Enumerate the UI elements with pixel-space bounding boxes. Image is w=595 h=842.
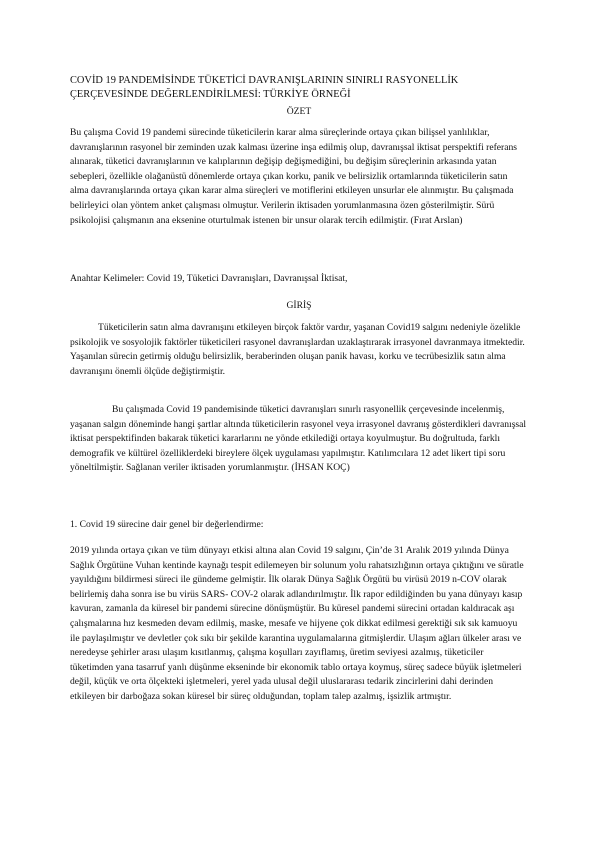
ozet-paragraph: Bu çalışma Covid 19 pandemi sürecinde tüketicilerin karar alma süreçlerinde ortaya çıkan bilişsel yanlılıklar, davranışlarının rasyonel bir zeminden uzak kalması üzerine inşa edilmiş olup, davranışsal iktisat perspektifi referans alınarak, tüketici davranışlarının ve kalıplarının değişip değişmediğini, bu değişim süreçlerinin arkasında yatan sebepleri, özellikle olağanüstü dönemlerde ortaya çıkan korku, panik ve belirsizlik ortamlarında tüketicilerin satın alma davranışlarında ortaya çıkan karar alma süreçleri ve motiflerini etkileyen unsurlar ele alınmıştır. Bu çalışmada belirleyici olan yöntem anket çalışması olmuştur. Verilerin iktisaden yorumlanmasına özen gösterilmiştir. Sürü psikolojisi çalışmanın ana eksenine oturtulmak istenen bir unsur olarak tercih edilmiştir. (Fırat Arslan): [70, 127, 518, 226]
giris-paragraph-2: Bu çalışmada Covid 19 pandemisinde tüketici davranışları sınırlı rasyonellik çerçevesinde incelenmiş, yaşanan salgın döneminde hangi şartlar altında tüketicilerin rasyonel veya irrasyonel davranış gösterdikleri davranışsal iktisat perspektifinden bakarak tüketici kararlarını ne yönde etkilediği ortaya koyulmuştur. Bu doğrultuda, farklı demografik ve kültürel özelliklerdeki bireylere ölçek uygulaması yapılmıştır. Katılımcılara 12 adet likert tipi soru yöneltilmiştir. Sağlanan veriler iktisaden yorumlanmıştır. (İHSAN KOÇ): [70, 404, 527, 474]
keywords-line: Anahtar Kelimeler: Covid 19, Tüketici Davranışları, Davranışsal İktisat,: [70, 273, 348, 284]
section-1-heading: 1. Covid 19 sürecine dair genel bir değerlendirme:: [70, 519, 264, 530]
section-1-paragraph: 2019 yılında ortaya çıkan ve tüm dünyayı etkisi altına alan Covid 19 salgını, Çin’de 31 Aralık 2019 yılında Dünya Sağlık Örgütüne Vuhan kentinde kaynağı tespit edilemeyen bir solunum yolu rahatsızlığının ortaya çıktığını ve süratle yayıldığını bildirmesi süreci ile gündeme gelmiştir. İlk olarak Dünya Sağlık Örgütü bu virüsü 2019 n-COV olarak belirlemiş daha sonra ise bu virüs SARS- COV-2 olarak adlandırılmıştır. İlk rapor edildiğinden bu yana dünyayı kasıp kavuran, zamanla da küresel bir pandemi sürecine dönüşmüştür. Bu küresel pandemi sürecini ortadan kaldıracak aşı çalışmalarına hız kesmeden devam edilmiş, maske, mesafe ve hijyene çok dikkat edilmesi gerektiği sık sık kamuoyu ile paylaşılmıştır ve devletler çok sıkı bir şekilde karantina uygulamalarına gitmişlerdir. Ulaşım ağları ülkeler arası ve neredeyse şehirler arası ulaşım kısıtlanmış, çalışma koşulları zayıflamış, üretim seviyesi azalmış, tüketiciler tüketimden yana tasarruf yanlı düşünme ekseninde bir ekonomik tablo ortaya koymuş, süreç sadece büyük işletmeleri değil, küçük ve orta ölçekteki işletmeleri, yerel yada ulusal değil uluslararası tedarik zincirlerini dahi derinden etkileyen bir darboğaza sokan küresel bir süreç olduğundan, toplam talep azalmış, işsizlik artmıştır.: [70, 545, 524, 702]
document-title: COVİD 19 PANDEMİSİNDE TÜKETİCİ DAVRANIŞLARININ SINIRLI RASYONELLİK ÇERÇEVESİNDE DEĞERLENDİRİLMESİ: TÜRKİYE ÖRNEĞİ: [70, 75, 459, 100]
giris-paragraph-1: Tüketicilerin satın alma davranışını etkileyen birçok faktör vardır, yaşanan Covid19 salgını nedeniyle özelikle psikolojik ve sosyolojik faktörler tüketicileri rasyonel davranışlardan uzaklaştırarak irrasyonel davranmaya itmektedir. Yaşanılan sürecin getirmiş olduğu belirsizlik, beraberinden oluşan panik havası, korku ve tecrübesizlik satın alma davranışını önemli ölçüde değiştirmiştir.: [70, 322, 525, 377]
ozet-heading: ÖZET: [286, 106, 312, 117]
giris-heading: GİRİŞ: [286, 300, 312, 311]
